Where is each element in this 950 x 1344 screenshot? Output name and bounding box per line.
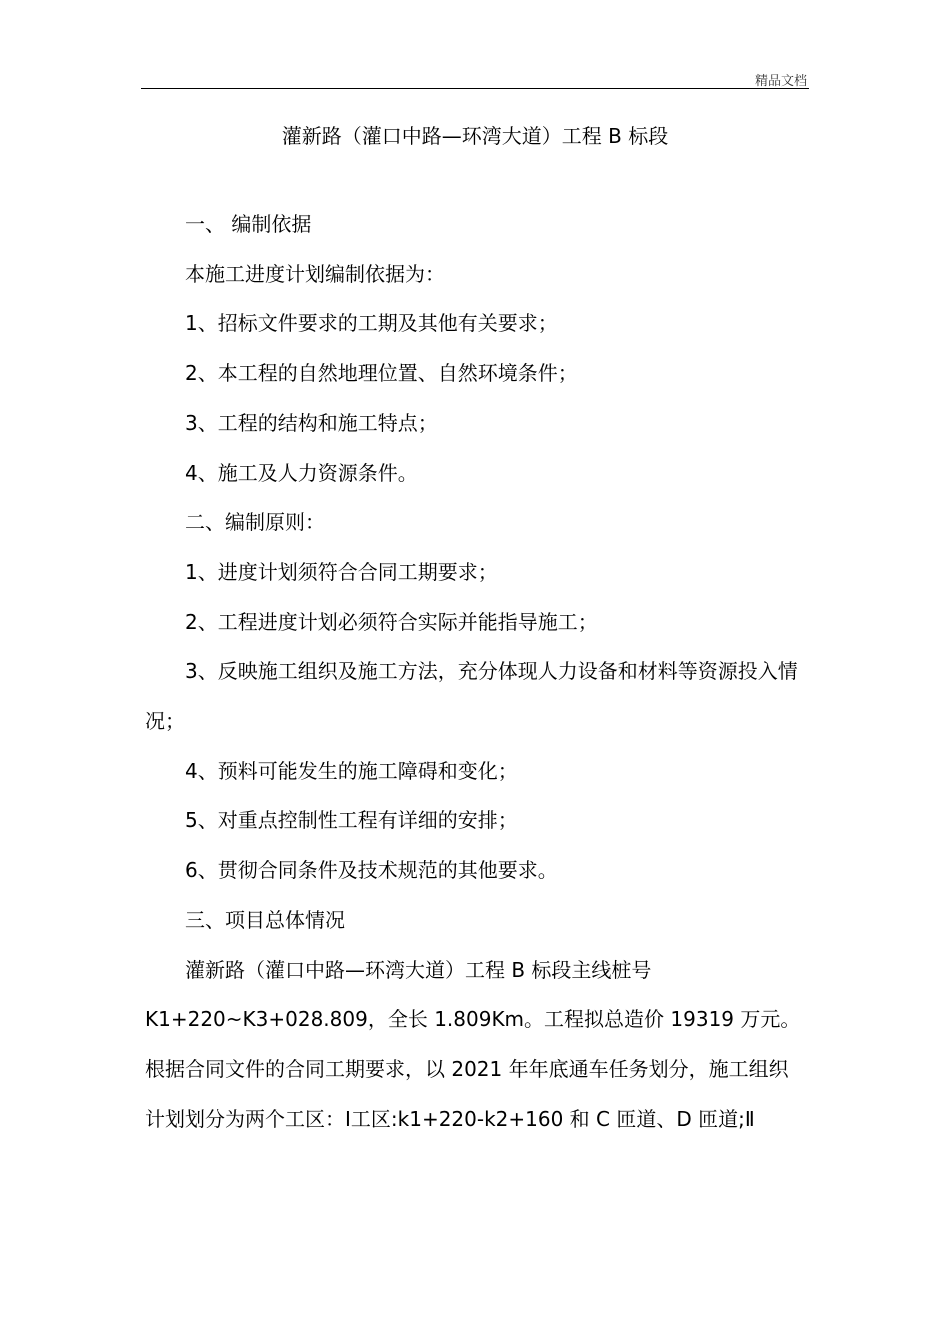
- section-heading-basis: 一、 编制依据: [185, 212, 312, 236]
- document-title: 灌新路（灌口中路—环湾大道）工程 B 标段: [281, 124, 669, 148]
- list-item: 2、工程进度计划必须符合实际并能指导施工；: [185, 609, 598, 634]
- list-item: 1、进度计划须符合合同工期要求；: [185, 559, 498, 584]
- list-item: 5、对重点控制性工程有详细的安排；: [185, 808, 518, 833]
- document-body: [145, 200, 807, 1144]
- header-rule: [141, 88, 809, 89]
- list-item: 3、反映施工组织及施工方法，充分体现人力设备和材料等资源投入情况；: [145, 659, 798, 734]
- page-header-label: 精品文档: [754, 74, 807, 89]
- list-item: 4、预料可能发生的施工障碍和变化；: [185, 758, 518, 783]
- list-item: 4、施工及人力资源条件。: [185, 460, 418, 485]
- section-heading-overview: 三、项目总体情况: [185, 907, 345, 932]
- list-item: 3、工程的结构和施工特点；: [185, 410, 438, 435]
- list-item: 1、招标文件要求的工期及其他有关要求；: [185, 311, 558, 336]
- list-item: 2、本工程的自然地理位置、自然环境条件；: [185, 361, 578, 386]
- paragraph-overview: 灌新路（灌口中路—环湾大道）工程 B 标段主线桩号 K1+220~K3+028.809，全长 1.809Km。工程拟总造价 19319 万元。根据合同文件的合同工期要求，以 2021 年年底通车任务划分，施工组织计划划分为两个工区：Ⅰ工区:k1+220-k2+160 和 C 匝道、D 匝道;Ⅱ: [145, 957, 801, 1131]
- section-heading-principles: 二、编制原则：: [185, 510, 325, 535]
- list-item: 6、贯彻合同条件及技术规范的其他要求。: [185, 858, 558, 883]
- paragraph: 本施工进度计划编制依据为：: [185, 261, 445, 286]
